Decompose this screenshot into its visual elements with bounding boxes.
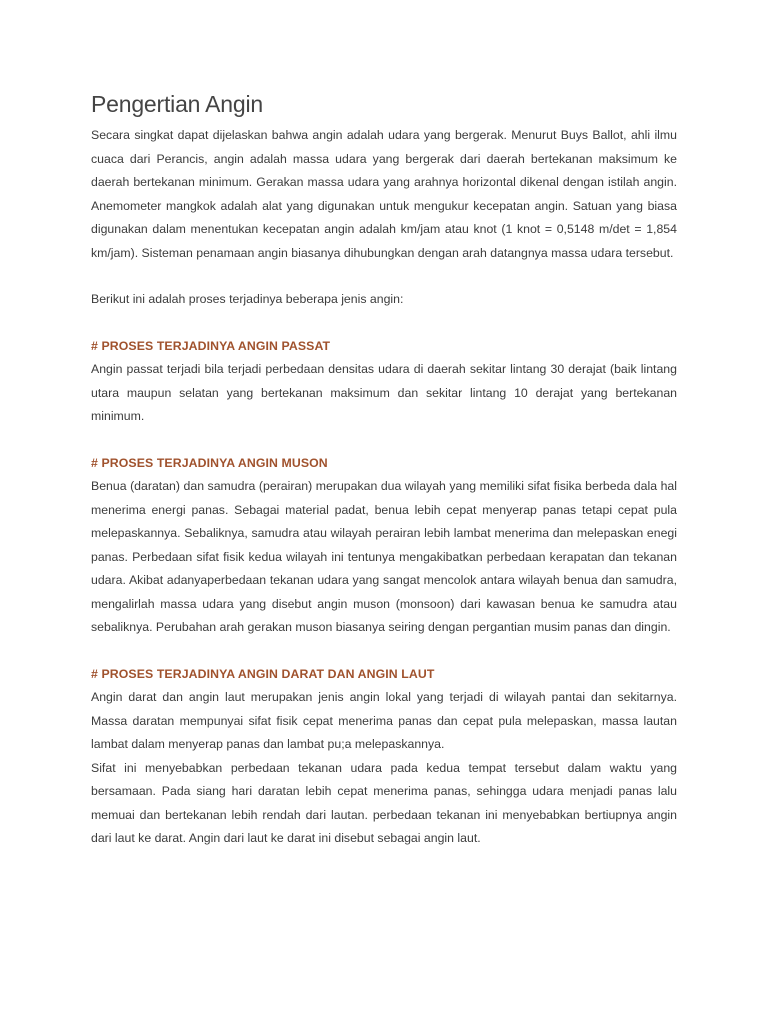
page-title: Pengertian Angin bbox=[91, 91, 263, 117]
section-heading: # PROSES TERJADINYA ANGIN MUSON bbox=[91, 455, 328, 470]
section-paragraph: Benua (daratan) dan samudra (perairan) merupakan dua wilayah yang memiliki sifat fisika berbeda dala hal menerima energi panas. Sebagai material padat, benua lebih cepat menyerap panas tetapi cepat pula melepaskannya. Sebaliknya, samudra atau wilayah perairan lebih lambat menerima dan melepaskan enegi panas. Perbedaan sifat fisik kedua wilayah ini tentunya mengakibatkan perbedaan kerapatan dan tekanan udara. Akibat adanyaperbedaan tekanan udara yang sangat mencolok antara wilayah benua dan samudra, mengalirlah massa udara yang disebut angin muson (monsoon) dari kawasan benua ke samudra atau sebaliknya. Perubahan arah gerakan muson biasanya seiring dengan pergantian musim panas dan dingin. bbox=[91, 479, 677, 634]
section-heading: # PROSES TERJADINYA ANGIN PASSAT bbox=[91, 338, 331, 353]
spacer bbox=[91, 312, 677, 335]
section-paragraph: Angin passat terjadi bila terjadi perbedaan densitas udara di daerah sekitar lintang 30 derajat (baik lintang utara maupun selatan yang bertekanan maksimum dan sekitar lintang 10 derajat yang bertekanan minimum. bbox=[91, 362, 677, 423]
spacer bbox=[91, 640, 677, 663]
intro-paragraph: Secara singkat dapat dijelaskan bahwa angin adalah udara yang bergerak. Menurut Buys Ballot, ahli ilmu cuaca dari Perancis, angin adalah massa udara yang bergerak dari daerah bertekanan maksimum ke daerah bertekanan minimum. Gerakan massa udara yang arahnya horizontal dikenal dengan istilah angin. Anemometer mangkok adalah alat yang digunakan untuk mengukur kecepatan angin. Satuan yang biasa digunakan dalam menentukan kecepatan angin adalah km/jam atau knot (1 knot = 0,5148 m/det = 1,854 km/jam). Sisteman penamaan angin biasanya dihubungkan dengan arah datangnya massa udara tersebut. bbox=[91, 128, 677, 260]
section-passat bbox=[91, 335, 677, 429]
spacer bbox=[91, 265, 677, 288]
section-heading: # PROSES TERJADINYA ANGIN DARAT DAN ANGIN LAUT bbox=[91, 666, 435, 681]
document-page bbox=[91, 88, 677, 851]
section-darat-laut bbox=[91, 663, 677, 851]
lead-in-paragraph: Berikut ini adalah proses terjadinya beberapa jenis angin: bbox=[91, 292, 404, 306]
section-muson bbox=[91, 452, 677, 640]
spacer bbox=[91, 429, 677, 452]
section-paragraph: Sifat ini menyebabkan perbedaan tekanan udara pada kedua tempat tersebut dalam waktu yang bersamaan. Pada siang hari daratan lebih cepat menerima panas, sehingga udara menjadi panas lalu memuai dan bertekanan lebih rendah dari lautan. perbedaan tekanan ini menyebabkan bertiupnya angin dari laut ke darat. Angin dari laut ke darat ini disebut sebagai angin laut. bbox=[91, 760, 677, 845]
section-paragraph: Angin darat dan angin laut merupakan jenis angin lokal yang terjadi di wilayah pantai dan sekitarnya. Massa daratan mempunyai sifat fisik cepat menerima panas dan cepat pula melepaskan, massa lautan lambat dalam menyerap panas dan lambat pu;a melepaskannya. bbox=[91, 690, 677, 751]
